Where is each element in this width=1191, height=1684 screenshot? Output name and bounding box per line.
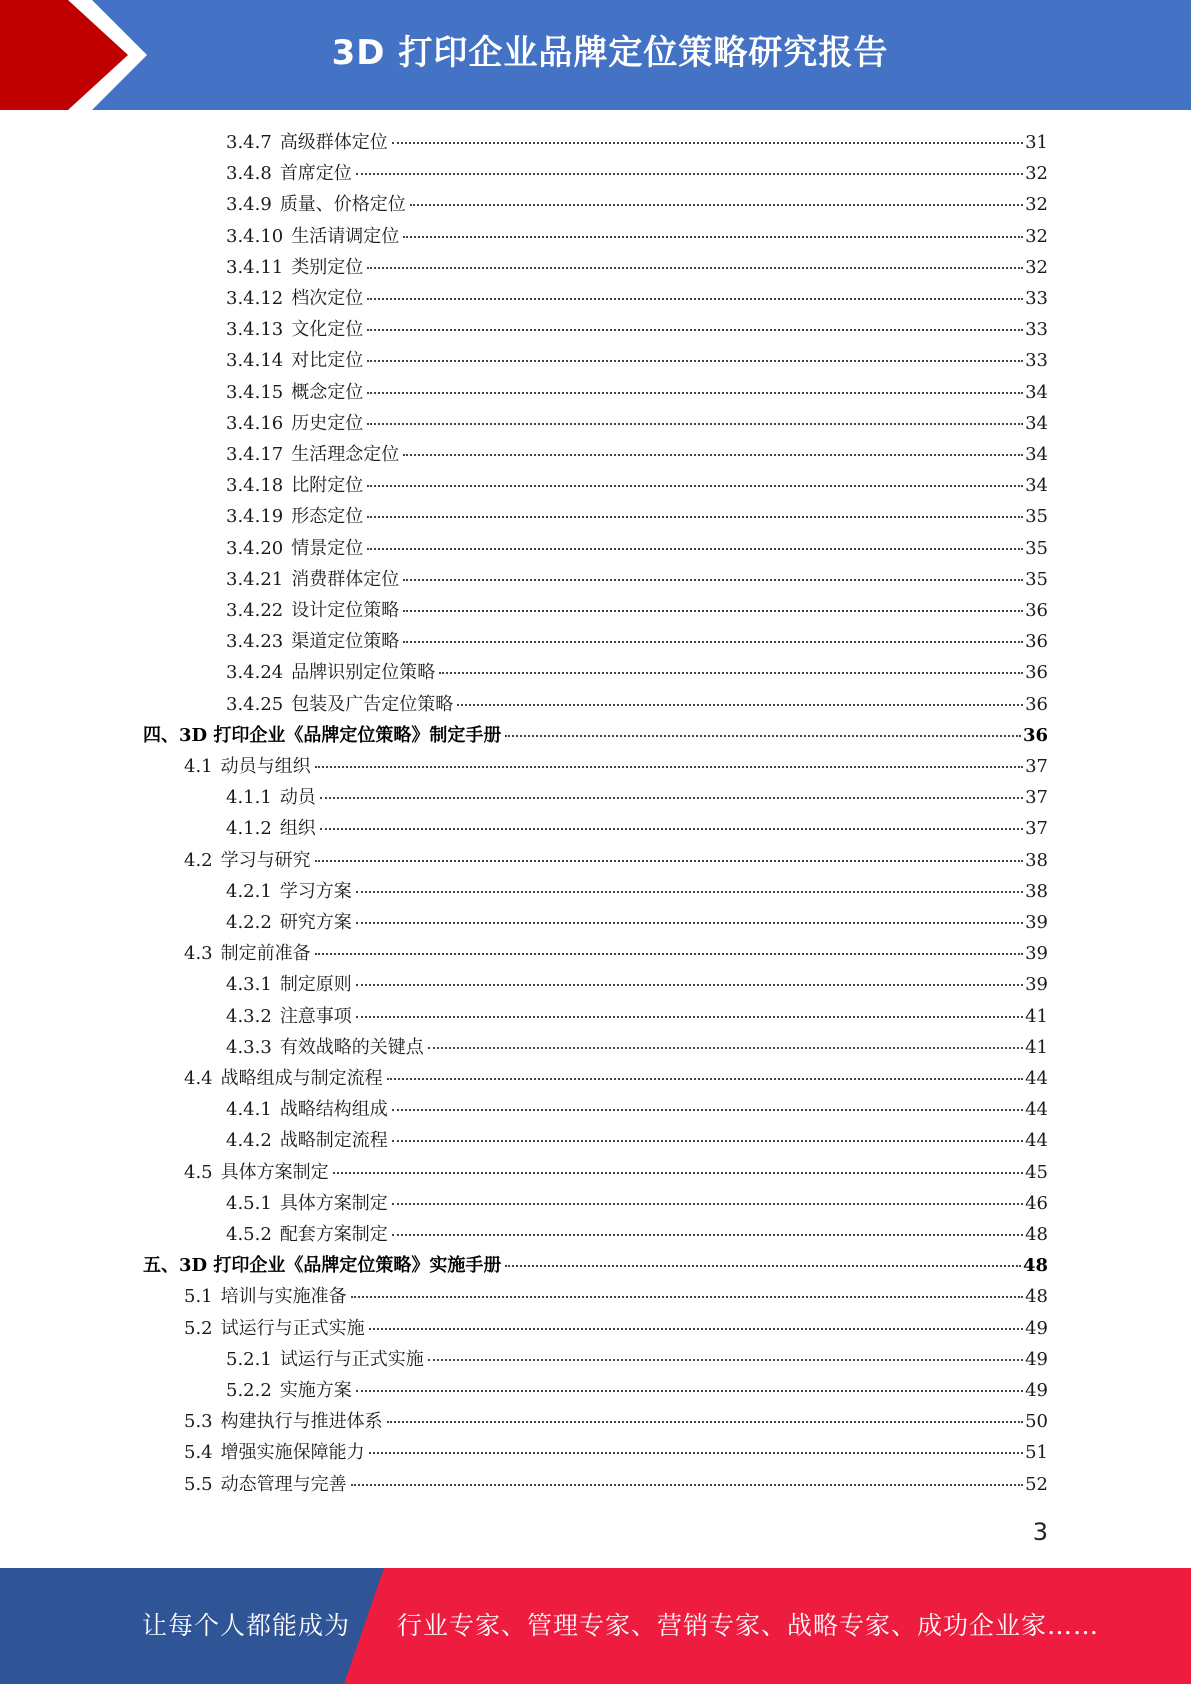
toc-entry-page: 35 xyxy=(1025,506,1048,528)
toc-entry-number: 4.5.1 xyxy=(226,1192,272,1214)
toc-entry[interactable] xyxy=(226,877,1048,908)
toc-entry-number: 3.4.20 xyxy=(226,537,284,559)
toc-entry[interactable] xyxy=(184,1282,1048,1313)
toc-dot-leader xyxy=(457,703,1023,706)
toc-entry[interactable] xyxy=(226,908,1048,939)
toc-entry-title: 战略制定流程 xyxy=(279,1130,388,1152)
toc-entry-page: 36 xyxy=(1025,600,1048,621)
toc-entry-title: 品牌识别定位策略 xyxy=(291,662,436,684)
toc-entry[interactable] xyxy=(226,1033,1048,1064)
toc-entry-number: 3.4.8 xyxy=(226,163,272,185)
toc-entry[interactable] xyxy=(184,1470,1048,1501)
toc-entry-title: 试运行与正式实施 xyxy=(279,1348,424,1370)
toc-entry-page: 37 xyxy=(1025,756,1048,777)
toc-entry-page: 38 xyxy=(1025,880,1048,902)
footer-slogan-left: 让每个人都能成为 xyxy=(142,1611,351,1640)
toc-entry-page: 32 xyxy=(1025,225,1048,247)
toc-dot-leader xyxy=(505,1264,1021,1267)
toc-entry-page: 36 xyxy=(1025,662,1048,684)
toc-entry-page: 37 xyxy=(1025,787,1048,809)
toc-entry-number: 5.1 xyxy=(184,1286,213,1308)
toc-entry-page: 34 xyxy=(1025,444,1048,465)
toc-entry-title: 具体方案制定 xyxy=(279,1192,388,1214)
toc-dot-leader xyxy=(367,328,1023,331)
toc-entry-title: 生活理念定位 xyxy=(291,444,400,465)
toc-entry[interactable] xyxy=(226,970,1048,1001)
toc-dot-leader xyxy=(367,547,1023,550)
toc-entry-number: 四、 xyxy=(143,724,179,746)
toc-entry-page: 46 xyxy=(1025,1192,1048,1214)
toc-entry-title: 配套方案制定 xyxy=(279,1224,388,1245)
page-number: 3 xyxy=(1032,1518,1048,1546)
toc-dot-leader xyxy=(367,297,1023,300)
toc-dot-leader xyxy=(392,1233,1023,1236)
toc-dot-leader xyxy=(403,235,1023,238)
toc-dot-leader xyxy=(403,453,1023,456)
toc-entry-title: 生活请调定位 xyxy=(291,225,400,247)
toc-entry-page: 36 xyxy=(1025,693,1048,715)
toc-entry-page: 44 xyxy=(1025,1068,1048,1089)
toc-entry-title: 有效战略的关键点 xyxy=(279,1036,424,1058)
toc-entry-number: 4.3 xyxy=(184,943,213,965)
toc-entry-title: 战略结构组成 xyxy=(279,1099,388,1121)
toc-entry-page: 33 xyxy=(1025,288,1048,309)
toc-entry[interactable] xyxy=(143,1251,1048,1282)
toc-dot-leader xyxy=(356,890,1023,893)
toc-entry-number: 4.3.2 xyxy=(226,1005,272,1027)
toc-entry[interactable] xyxy=(226,1376,1048,1407)
toc-entry-title: 历史定位 xyxy=(291,412,364,434)
toc-entry-title: 质量、价格定位 xyxy=(279,194,406,216)
toc-entry[interactable] xyxy=(226,1189,1048,1220)
toc-entry-title: 对比定位 xyxy=(291,350,364,372)
toc-entry[interactable] xyxy=(184,752,1048,783)
toc-entry-title: 研究方案 xyxy=(279,912,352,933)
toc-entry-number: 3.4.11 xyxy=(226,256,284,278)
toc-entry-page: 45 xyxy=(1025,1161,1048,1183)
toc-entry[interactable] xyxy=(184,1438,1048,1469)
toc-entry[interactable] xyxy=(226,346,1048,377)
toc-entry-number: 4.2.1 xyxy=(226,880,272,902)
toc-entry[interactable] xyxy=(226,1345,1048,1376)
toc-entry-title: 注意事项 xyxy=(279,1005,352,1027)
toc-entry-number: 3.4.16 xyxy=(226,412,284,434)
toc-entry[interactable] xyxy=(184,1407,1048,1438)
toc-dot-leader xyxy=(333,1171,1023,1174)
toc-entry[interactable] xyxy=(226,1095,1048,1126)
toc-entry-title: 战略组成与制定流程 xyxy=(220,1068,383,1089)
toc-entry-title: 学习与研究 xyxy=(220,849,311,871)
toc-dot-leader xyxy=(369,1327,1023,1330)
toc-entry-page: 37 xyxy=(1025,818,1048,840)
toc-entry-number: 4.4.1 xyxy=(226,1099,272,1121)
toc-entry[interactable] xyxy=(184,1158,1048,1189)
toc-dot-leader xyxy=(403,578,1023,581)
toc-dot-leader xyxy=(356,1389,1023,1392)
toc-entry-title: 包装及广告定位策略 xyxy=(291,693,454,715)
toc-entry-page: 33 xyxy=(1025,350,1048,372)
toc-entry-number: 3.4.9 xyxy=(226,194,272,216)
toc-dot-leader xyxy=(387,1077,1023,1080)
toc-entry-title: 培训与实施准备 xyxy=(220,1286,347,1308)
toc-entry-number: 5.2.2 xyxy=(226,1380,272,1401)
toc-entry[interactable] xyxy=(226,253,1048,284)
toc-entry-number: 3.4.17 xyxy=(226,444,284,465)
toc-entry[interactable] xyxy=(226,1002,1048,1033)
toc-entry-number: 3.4.14 xyxy=(226,350,284,372)
toc-dot-leader xyxy=(356,921,1023,924)
toc-entry-number: 5.3 xyxy=(184,1411,213,1433)
toc-entry[interactable] xyxy=(226,690,1048,721)
toc-entry[interactable] xyxy=(226,814,1048,845)
toc-entry[interactable] xyxy=(226,440,1048,471)
toc-dot-leader xyxy=(392,1202,1023,1205)
toc-entry[interactable] xyxy=(226,409,1048,440)
toc-dot-leader xyxy=(351,1483,1023,1486)
toc-entry-number: 3.4.18 xyxy=(226,475,284,497)
toc-entry-page: 41 xyxy=(1025,1036,1048,1058)
toc-entry-number: 3.4.13 xyxy=(226,319,284,341)
toc-dot-leader xyxy=(392,1139,1023,1142)
toc-entry-title: 组织 xyxy=(279,818,316,840)
toc-dot-leader xyxy=(315,952,1023,955)
toc-entry-page: 48 xyxy=(1025,1286,1048,1308)
toc-entry-title: 3D 打印企业《品牌定位策略》制定手册 xyxy=(179,724,502,746)
toc-entry[interactable] xyxy=(226,1126,1048,1157)
toc-dot-leader xyxy=(369,1451,1023,1454)
toc-entry-page: 34 xyxy=(1025,381,1048,403)
toc-entry-number: 五、 xyxy=(143,1255,179,1277)
toc-entry-page: 41 xyxy=(1025,1005,1048,1027)
toc-entry-number: 4.1.1 xyxy=(226,787,272,809)
toc-dot-leader xyxy=(403,640,1023,643)
toc-entry-title: 3D 打印企业《品牌定位策略》实施手册 xyxy=(179,1255,502,1277)
toc-entry-title: 构建执行与推进体系 xyxy=(220,1411,383,1433)
toc-entry-number: 3.4.19 xyxy=(226,506,284,528)
toc-entry[interactable] xyxy=(226,315,1048,346)
toc-entry-page: 35 xyxy=(1025,537,1048,559)
toc-dot-leader xyxy=(392,141,1023,144)
toc-entry[interactable] xyxy=(226,565,1048,596)
toc-entry-number: 5.2 xyxy=(184,1317,213,1339)
toc-entry-page: 44 xyxy=(1025,1130,1048,1152)
toc-entry-title: 制定原则 xyxy=(279,974,352,996)
toc-dot-leader xyxy=(367,515,1023,518)
toc-entry-page: 44 xyxy=(1025,1099,1048,1121)
toc-entry-page: 51 xyxy=(1025,1442,1048,1464)
toc-entry-number: 4.3.3 xyxy=(226,1036,272,1058)
toc-entry[interactable] xyxy=(184,1314,1048,1345)
footer-slogan-right: 行业专家、管理专家、营销专家、战略专家、成功企业家…… xyxy=(397,1611,1100,1640)
toc-entry[interactable] xyxy=(184,846,1048,877)
toc-entry-number: 3.4.25 xyxy=(226,693,284,715)
toc-entry-number: 3.4.7 xyxy=(226,132,272,153)
toc-entry-title: 类别定位 xyxy=(291,256,364,278)
toc-dot-leader xyxy=(320,827,1023,830)
toc-entry[interactable] xyxy=(143,721,1048,752)
document-title: 3D 打印企业品牌定位策略研究报告 xyxy=(331,33,889,73)
toc-entry-title: 动态管理与完善 xyxy=(220,1473,347,1495)
toc-entry[interactable] xyxy=(226,471,1048,502)
toc-entry-number: 4.4.2 xyxy=(226,1130,272,1152)
toc-dot-leader xyxy=(387,1420,1023,1423)
toc-entry-title: 具体方案制定 xyxy=(220,1161,329,1183)
toc-entry-number: 4.5 xyxy=(184,1161,213,1183)
toc-entry-number: 3.4.24 xyxy=(226,662,284,684)
toc-entry-page: 39 xyxy=(1025,912,1048,933)
toc-entry-number: 4.1.2 xyxy=(226,818,272,840)
toc-entry-page: 36 xyxy=(1022,724,1048,746)
toc-dot-leader xyxy=(315,765,1023,768)
toc-entry-page: 32 xyxy=(1025,163,1048,185)
toc-entry-number: 4.3.1 xyxy=(226,974,272,996)
toc-entry-page: 38 xyxy=(1025,849,1048,871)
toc-entry[interactable] xyxy=(226,284,1048,315)
toc-entry-page: 48 xyxy=(1022,1255,1048,1277)
toc-entry-page: 34 xyxy=(1025,412,1048,434)
toc-entry-number: 4.2.2 xyxy=(226,912,272,933)
toc-dot-leader xyxy=(367,484,1023,487)
toc-entry-number: 3.4.22 xyxy=(226,600,284,621)
toc-entry-title: 增强实施保障能力 xyxy=(220,1442,365,1464)
toc-entry-title: 高级群体定位 xyxy=(279,132,388,153)
toc-entry-page: 35 xyxy=(1025,568,1048,590)
toc-entry[interactable] xyxy=(226,658,1048,689)
toc-entry[interactable] xyxy=(226,159,1048,190)
toc-dot-leader xyxy=(428,1046,1023,1049)
toc-entry-page: 52 xyxy=(1025,1473,1048,1495)
toc-entry[interactable] xyxy=(226,534,1048,565)
toc-entry-page: 32 xyxy=(1025,194,1048,216)
toc-entry-title: 档次定位 xyxy=(291,288,364,309)
toc-entry-number: 4.5.2 xyxy=(226,1224,272,1245)
toc-entry[interactable] xyxy=(226,378,1048,409)
toc-entry-page: 49 xyxy=(1025,1348,1048,1370)
toc-entry-page: 31 xyxy=(1025,132,1048,153)
toc-entry[interactable] xyxy=(226,627,1048,658)
toc-dot-leader xyxy=(356,1015,1023,1018)
toc-dot-leader xyxy=(428,1358,1023,1361)
toc-dot-leader xyxy=(367,391,1023,394)
toc-entry-title: 制定前准备 xyxy=(220,943,311,965)
toc-entry[interactable] xyxy=(226,596,1048,627)
toc-entry[interactable] xyxy=(226,128,1048,159)
toc-entry-page: 36 xyxy=(1025,631,1048,653)
toc-entry[interactable] xyxy=(184,1064,1048,1095)
toc-entry-page: 39 xyxy=(1025,974,1048,996)
toc-entry-page: 49 xyxy=(1025,1380,1048,1401)
toc-entry-number: 3.4.15 xyxy=(226,381,284,403)
toc-entry-number: 5.5 xyxy=(184,1473,213,1495)
toc-entry-title: 学习方案 xyxy=(279,880,352,902)
toc-entry-number: 5.2.1 xyxy=(226,1348,272,1370)
toc-entry-number: 4.4 xyxy=(184,1068,213,1089)
toc-entry[interactable] xyxy=(184,939,1048,970)
toc-entry-number: 3.4.10 xyxy=(226,225,284,247)
toc-entry-page: 32 xyxy=(1025,256,1048,278)
toc-entry-title: 渠道定位策略 xyxy=(291,631,400,653)
toc-entry[interactable] xyxy=(226,783,1048,814)
toc-entry-page: 39 xyxy=(1025,943,1048,965)
toc-entry-title: 动员与组织 xyxy=(220,756,311,777)
toc-entry-title: 文化定位 xyxy=(291,319,364,341)
toc-dot-leader xyxy=(410,203,1023,206)
toc-dot-leader xyxy=(403,609,1023,612)
toc-dot-leader xyxy=(439,671,1023,674)
toc-entry-page: 49 xyxy=(1025,1317,1048,1339)
toc-dot-leader xyxy=(392,1108,1023,1111)
toc-entry-title: 情景定位 xyxy=(291,537,364,559)
toc-entry-page: 34 xyxy=(1025,475,1048,497)
toc-entry-number: 3.4.21 xyxy=(226,568,284,590)
toc-entry-number: 3.4.12 xyxy=(226,288,284,309)
toc-entry-title: 试运行与正式实施 xyxy=(220,1317,365,1339)
toc-entry-page: 50 xyxy=(1025,1411,1048,1433)
toc-dot-leader xyxy=(356,172,1023,175)
toc-entry-number: 5.4 xyxy=(184,1442,213,1464)
toc-entry-title: 概念定位 xyxy=(291,381,364,403)
toc-dot-leader xyxy=(367,422,1023,425)
toc-entry-page: 33 xyxy=(1025,319,1048,341)
toc-entry-title: 消费群体定位 xyxy=(291,568,400,590)
toc-entry-title: 形态定位 xyxy=(291,506,364,528)
toc-dot-leader xyxy=(351,1295,1023,1298)
toc-dot-leader xyxy=(315,859,1023,862)
toc-entry[interactable] xyxy=(226,222,1048,253)
toc-entry-page: 48 xyxy=(1025,1224,1048,1245)
toc-entry[interactable] xyxy=(226,1220,1048,1251)
page-footer xyxy=(0,1568,1191,1684)
toc-entry-title: 动员 xyxy=(279,787,316,809)
toc-entry-title: 首席定位 xyxy=(279,163,352,185)
toc-entry-title: 实施方案 xyxy=(279,1380,352,1401)
toc-entry[interactable] xyxy=(226,502,1048,533)
toc-dot-leader xyxy=(367,359,1023,362)
toc-dot-leader xyxy=(367,266,1023,269)
toc-entry-title: 比附定位 xyxy=(291,475,364,497)
toc-entry-number: 3.4.23 xyxy=(226,631,284,653)
toc-entry[interactable] xyxy=(226,190,1048,221)
toc-entry-title: 设计定位策略 xyxy=(291,600,400,621)
toc-entry-number: 4.1 xyxy=(184,756,213,777)
toc-dot-leader xyxy=(356,983,1023,986)
page-header xyxy=(0,0,1191,110)
toc-dot-leader xyxy=(320,796,1023,799)
toc-entry-number: 4.2 xyxy=(184,849,213,871)
toc-dot-leader xyxy=(505,734,1021,737)
